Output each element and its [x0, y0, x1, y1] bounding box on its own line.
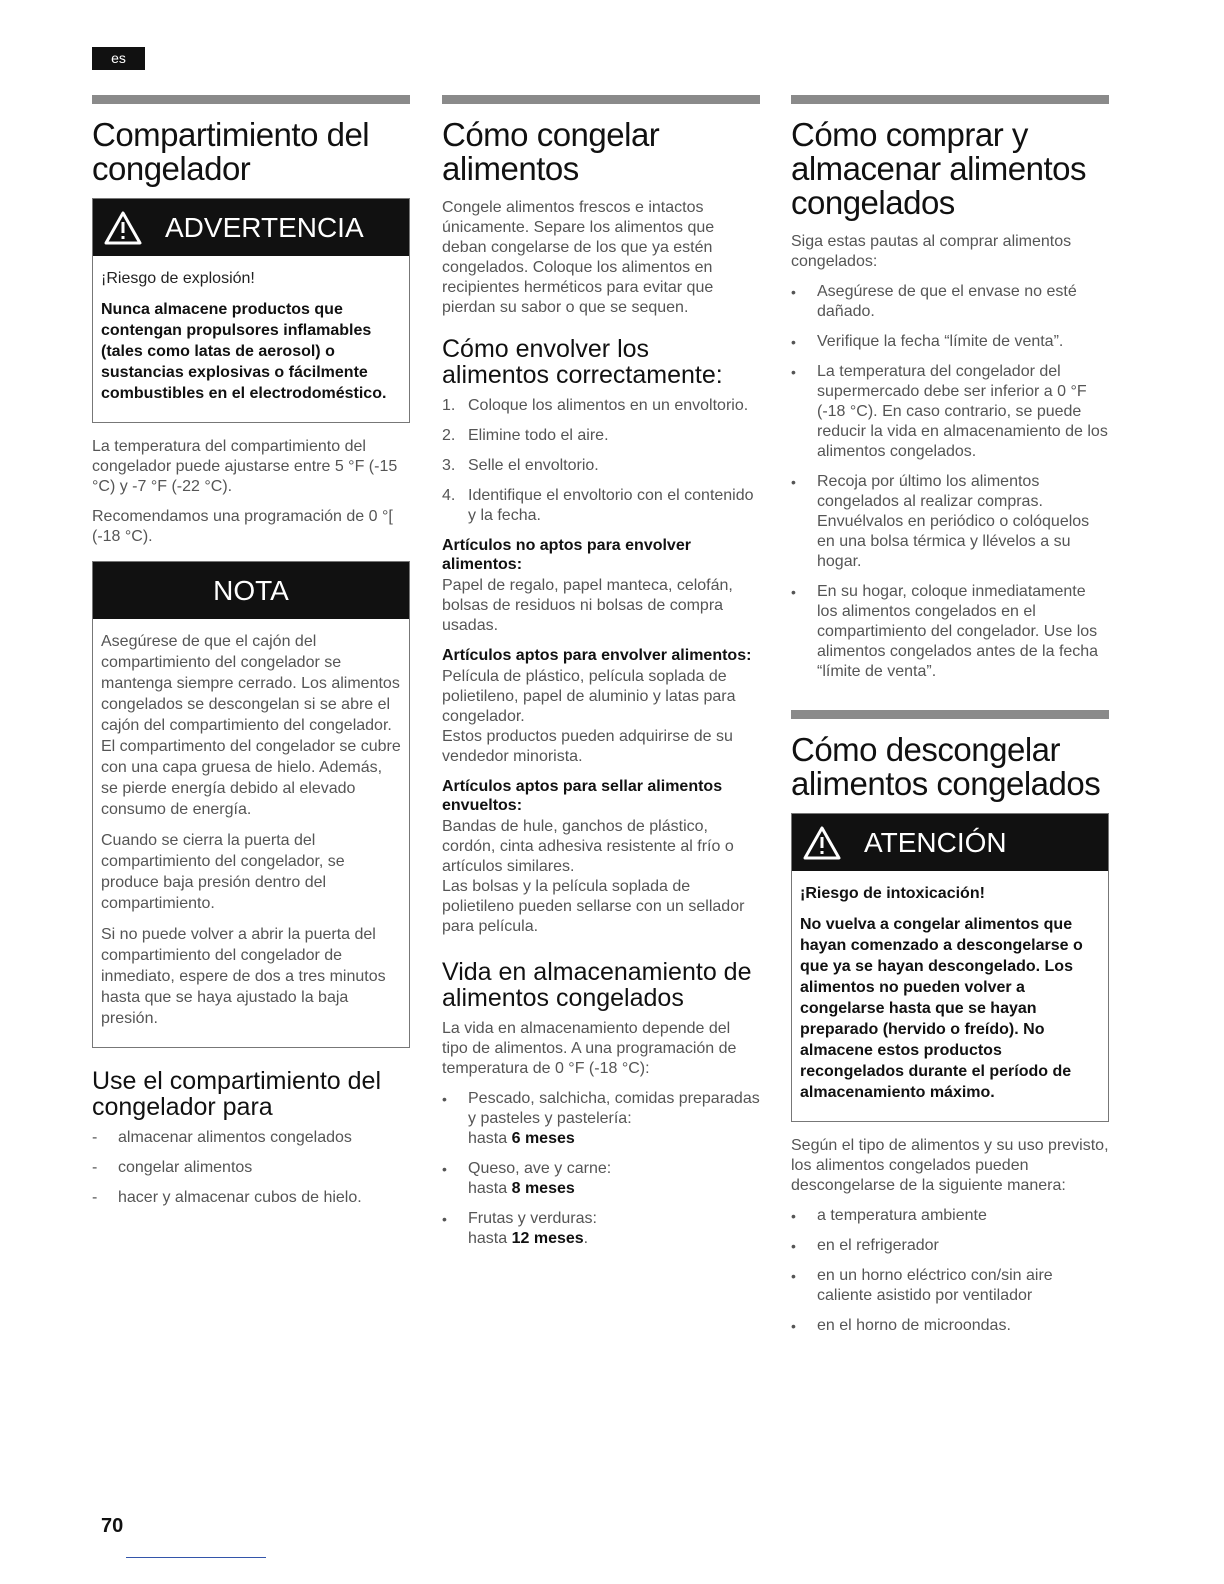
warning-triangle-icon	[802, 825, 842, 861]
seal-title: Artículos aptos para sellar alimentos envueltos:	[442, 778, 723, 814]
storage-life-list	[442, 1089, 760, 1249]
use-list	[92, 1128, 410, 1208]
suitable-title: Artículos aptos para envolver alimentos:	[442, 647, 752, 664]
section-rule	[442, 95, 760, 104]
note-box	[92, 561, 410, 1048]
list-item: • Asegúrese de que el envase no esté dañado.	[791, 283, 1077, 320]
list-item: • Verifique la fecha “límite de venta”.	[791, 333, 1064, 350]
list-item: - almacenar alimentos congelados	[92, 1129, 352, 1146]
page-number: 70	[101, 1515, 124, 1537]
list-item: • en el refrigerador	[791, 1237, 939, 1254]
thaw-methods-list	[791, 1206, 1109, 1336]
section-title: Cómo comprar y almacenar alimentos congelados	[791, 116, 1086, 221]
seal-text: Bandas de hule, ganchos de plástico, cordón, cinta adhesiva resistente al frío o artículos similares.	[442, 818, 734, 875]
section-title: Compartimiento del congelador	[92, 116, 370, 187]
list-item: • En su hogar, coloque inmediatamente los alimentos congelados en el compartimiento del congelador. Use los alimentos congelados antes de la fecha “límite de venta”.	[791, 583, 1099, 680]
list-item: - hacer y almacenar cubos de hielo.	[92, 1189, 362, 1206]
list-item: • Frutas y verduras: hasta 12 meses.	[442, 1210, 597, 1247]
warning-text: Nunca almacene productos que contengan propulsores inflamables (tales como latas de aerosol) o sustancias explosivas o fácilmente combustibles en el electrodoméstico.	[101, 301, 387, 402]
storage-life-text: La vida en almacenamiento depende del tipo de alimentos. A una programación de temperatura de 0 °F (-18 °C):	[442, 1020, 737, 1077]
warning-header	[93, 199, 409, 256]
intro-text: Congele alimentos frescos e intactos únicamente. Separe los alimentos que deban congelarse de los que ya estén congelados. Coloque los alimentos en recipientes herméticos para evitar que pierdan su sabor o que se sequen.	[442, 199, 715, 316]
use-title: Use el compartimiento del congelador para	[92, 1067, 382, 1121]
footer-rule	[126, 1557, 266, 1558]
note-paragraph: Cuando se cierra la puerta del compartimiento del congelador, se produce baja presión dentro del compartimiento.	[101, 832, 345, 912]
section-title: Cómo congelar alimentos	[442, 116, 660, 187]
column-how-to-freeze	[442, 95, 760, 1259]
temperature-range-text: La temperatura del compartimiento del congelador puede ajustarse entre 5 °F (-15 °C) y -7 °F (-22 °C).	[92, 438, 398, 495]
intro-text: Siga estas pautas al comprar alimentos congelados:	[791, 233, 1072, 270]
wrap-title: Cómo envolver los alimentos correctamente:	[442, 335, 723, 389]
list-item: 2. Elimine todo el aire.	[442, 427, 609, 444]
caution-risk: ¡Riesgo de intoxicación!	[800, 885, 985, 902]
thaw-title: Cómo descongelar alimentos congelados	[791, 731, 1101, 802]
column-freezer-compartment	[92, 95, 410, 1218]
suitable-text: Estos productos pueden adquirirse de su vendedor minorista.	[442, 728, 733, 765]
language-tab: es	[92, 47, 145, 70]
note-paragraph: Asegúrese de que el cajón del compartimiento del congelador se mantenga siempre cerrado. Los alimentos congelados se descongelan si se abre el cajón del compartimiento del congelador. El compartimento del congelador se cubre con una capa gruesa de hielo. Además, se pierde energía debido al elevado consumo de energía.	[101, 633, 401, 818]
suitable-text: Película de plástico, película soplada de polietileno, papel de aluminio y latas para congelador.	[442, 668, 736, 725]
storage-life-title: Vida en almacenamiento de alimentos congelados	[442, 958, 752, 1012]
note-paragraph: Si no puede volver a abrir la puerta del compartimiento del congelador de inmediato, espere de dos a tres minutos hasta que se haya ajustado la baja presión.	[101, 926, 386, 1027]
list-item: 1. Coloque los alimentos en un envoltorio.	[442, 397, 749, 414]
warning-risk: ¡Riesgo de explosión!	[101, 270, 255, 287]
seal-text: Las bolsas y la película soplada de polietileno pueden sellarse con un sellador para película.	[442, 878, 745, 935]
recommended-setting-text: Recomendamos una programación de 0 °[ (-18 °C).	[92, 508, 393, 545]
list-item: • Recoja por último los alimentos congelados al realizar compras. Envuélvalos en periódico o colóquelos en una bolsa térmica y llévelos a su hogar.	[791, 473, 1090, 570]
note-header	[93, 562, 409, 619]
list-item: 3. Selle el envoltorio.	[442, 457, 599, 474]
warning-label: ADVERTENCIA	[165, 211, 364, 243]
caution-box	[791, 813, 1109, 1122]
caution-header	[792, 814, 1108, 871]
buy-guidelines-list	[791, 282, 1109, 682]
section-rule	[92, 95, 410, 104]
list-item: - congelar alimentos	[92, 1159, 253, 1176]
section-rule	[791, 710, 1109, 719]
not-suitable-text: Papel de regalo, papel manteca, celofán, bolsas de residuos ni bolsas de compra usadas.	[442, 577, 733, 634]
list-item: • en un horno eléctrico con/sin aire caliente asistido por ventilador	[791, 1267, 1053, 1304]
caution-label: ATENCIÓN	[864, 826, 1007, 858]
section-rule	[791, 95, 1109, 104]
note-label: NOTA	[213, 574, 289, 606]
column-buy-and-store	[791, 95, 1109, 1346]
thaw-text: Según el tipo de alimentos y su uso previsto, los alimentos congelados pueden descongelarse de la siguiente manera:	[791, 1137, 1109, 1194]
list-item: • a temperatura ambiente	[791, 1207, 987, 1224]
list-item: • en el horno de microondas.	[791, 1317, 1011, 1334]
wrap-steps	[442, 396, 760, 526]
warning-triangle-icon	[103, 210, 143, 246]
warning-box	[92, 198, 410, 423]
list-item: 4. Identifique el envoltorio con el contenido y la fecha.	[442, 487, 754, 524]
caution-text: No vuelva a congelar alimentos que hayan comenzado a descongelarse o que ya se hayan descongelado. Los alimentos no pueden volver a congelarse hasta que se hayan preparado (hervido o freído). No almacene estos productos recongelados durante el período de almacenamiento máximo.	[800, 916, 1083, 1101]
not-suitable-title: Artículos no aptos para envolver alimentos:	[442, 537, 691, 573]
list-item: • Queso, ave y carne: hasta 8 meses	[442, 1160, 612, 1197]
list-item: • La temperatura del congelador del supermercado debe ser inferior a 0 °F (-18 °C). En caso contrario, se puede reducir la vida en almacenamiento de los alimentos congelados.	[791, 363, 1108, 460]
list-item: • Pescado, salchicha, comidas preparadas y pasteles y pastelería: hasta 6 meses	[442, 1090, 760, 1147]
